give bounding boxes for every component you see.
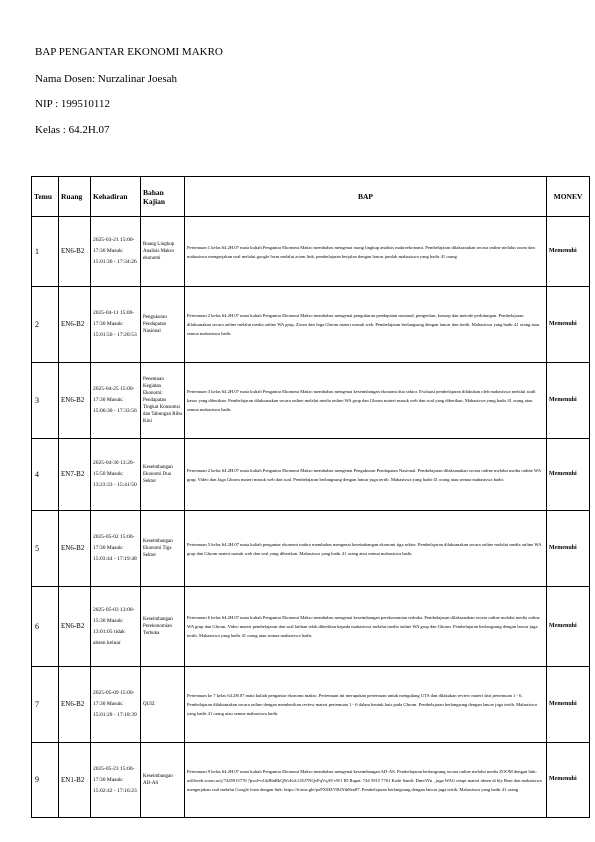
row-number: 9 [32,743,59,818]
attendance-cell: 2025-04-11 15:00-17:30 Masuk: 15:01:50 - 17:20:53 [91,287,141,363]
header-bap: BAP [185,177,547,217]
attendance-cell: 2025-05-23 15:00-17:30 Masuk: 15:02:42 - 17:16:23 [91,743,141,818]
topic-cell: Keseimbangan Perekonomian Terbuka [141,587,185,667]
header-bahan-kajian: Bahan Kajian [141,177,185,217]
row-number: 5 [32,511,59,587]
attendance-cell: 2025-03-21 15:00-17:30 Masuk: 15:01:36 - 17:34:26 [91,217,141,287]
topic-cell: Keseimbangan Ekonomi Tiga Sektor [141,511,185,587]
room-cell: EN6-B2 [59,587,91,667]
monev-cell: Memenuhi [547,667,590,743]
monev-cell: Memenuhi [547,743,590,818]
table-header-row [32,177,590,217]
bap-cell: Pertemuan 5 kelas 64.2H.07 mata kuliah pengantar ekonomi makro membahas mengenai keseimbangan ekonomi tiga sektor. Pembelajaran dilaksanakan secara online melalui media online WA grup dan Ghrom materi masuk web dan soal yang diberikan. Mahasiswa yang hadir 41 orang atau semua mahasiswa hadir. [185,511,547,587]
attendance-cell: 2025-05-09 15:00-17:30 Masuk: 15:01:28 - 17:18:39 [91,667,141,743]
header-kehadiran: Kehadiran [91,177,141,217]
attendance-cell: 2025-04-30 13:20-15:50 Masuk: 13:23:33 - 15:41:50 [91,439,141,511]
table-row [32,511,590,587]
row-number: 1 [32,217,59,287]
table-row [32,287,590,363]
bap-table [31,176,590,818]
row-number: 3 [32,363,59,439]
row-number: 2 [32,287,59,363]
topic-cell: Penentuan Kegiatan Ekonomi: Pendapatan Tingkat Konsumsi dan Tabungan Ribu Kini [141,363,185,439]
topic-cell: Keseimbangan Ekonomi Dua Sektor [141,439,185,511]
monev-cell: Memenuhi [547,363,590,439]
monev-cell: Memenuhi [547,287,590,363]
lecturer-nip: NIP : 199510112 [35,98,110,110]
monev-cell: Memenuhi [547,439,590,511]
attendance-cell: 2025-04-25 15:00-17:30 Masuk: 15:06:30 - 17:33:56 [91,363,141,439]
document-title: BAP PENGANTAR EKONOMI MAKRO [35,46,223,58]
room-cell: EN1-B2 [59,743,91,818]
header-ruang: Ruang [59,177,91,217]
room-cell: EN6-B2 [59,667,91,743]
table-row [32,217,590,287]
header-monev: MONEV [547,177,590,217]
monev-cell: Memenuhi [547,587,590,667]
table-row [32,439,590,511]
room-cell: EN6-B2 [59,217,91,287]
attendance-cell: 2025-05-02 15:00-17:30 Masuk: 15:03:44 - 17:19:48 [91,511,141,587]
topic-cell: QUIZ [141,667,185,743]
bap-cell: Pertemuan 6 kelas 64.2H.07 mata kuliah Pengantar Ekonomi Makro membahas mengenai keseimbangan perekonomian terbuka. Pembelajaran dilaksanakan secara online melalui media online WA grup dan Ghrom. Video materi pembelajaran dan soal latihan telah diberikan kepada mahasiswa melalui media online WA grup dan Ghrom. Pembelajaran berlangsung dengan lancar juga tertib. Mahasiswa yang hadir 41 orang atau semua mahasiswa hadir. [185,587,547,667]
bap-cell: Pertemuan 2 kelas 64.2H.07 mata kuliah Pengantar Ekonomi Makro membahas mengenai pengukuran pendapatan nasional, pengertian, konsep dan metode perhitungan. Pembelajaran dilaksanakan secara online melalui media online WA grup, Zoom dan Jaga Ghrom materi masuk web. Pembelajaran berlangsung dengan lancar dan tertib. Mahasiswa yang hadir 41 orang atau semua mahasiswa hadir. [185,287,547,363]
monev-cell: Memenuhi [547,217,590,287]
bap-cell: Pertemuan 3 kelas 64.2H.07 mata kuliah Pengantar Ekonomi Makro membahas mengenai keseimbangan ekonomi dua sektor. Evaluasi pembelajaran dilakukan oleh mahasiswa melalui studi kasus yang diberikan. Pembelajaran dilaksanakan secara online melalui media online WA grup dan Ghrom materi masuk web dan soal yang diberikan. Mahasiswa yang hadir 41 orang atau semua mahasiswa hadir. [185,363,547,439]
monev-cell: Memenuhi [547,511,590,587]
bap-cell: Pertemuan 2 kelas 64.2H.07 mata kuliah Pengantar Ekonomi Makro membahas mengenai Pengukuran Pendapatan Nasional. Pembelajaran dilaksanakan secara online melalui media online WA grup, Video dan Jaga Ghrom materi masuk web dan soal. Pembelajaran berlangsung dengan lancar juga tertib. Mahasiswa yang hadir 41 orang atau semua mahasiswa hadir. [185,439,547,511]
bap-cell: Pertemuan 9 kelas 64.2H.07 mata kuliah Pengantar Ekonomi Makro membahas mengenai keseimbangan AD-AS. Pembelajaran berlangsung secara online melalui media ZOOM dengan link: us04web.zoom.us/j/7445915776 ?pwd=oGkBlnRkQWcKsLGEJ7NQvPqVqAVvW1 ID Rapat: 744 5915 7761 Kode Sandi: Dme3Yn , juga WAG tetapi materi absen di bly Bent dan mahasiswa mengerjakan soal melalui Google form dengan link: https://forms.gle/poPXMZVB4Yih8eu87. Pembelajaran berlangsung dengan lancar juga tertib. Mahasiswa yang hadir 41 orang [185,743,547,818]
row-number: 6 [32,587,59,667]
attendance-cell: 2025-05-03 13:00-15:30 Masuk: 13:01:05 tidak absen keluar [91,587,141,667]
bap-cell: Pertemuan ke 7 kelas 64.2H.07 mata kuliah pengantar ekonomi makro. Pertemuan ini merupakan pertemuan untuk mengulang UTS dan dilakukan review materi dari pertemuan 1 - 6. Pembelajaran dilaksanakan secara online dengan memberikan review materi pertemuan 1 - 6 dalam bentuk kuis pada Ghrom. Pembelajaran berlangsung dengan lancar juga tertib. Mahasiswa yang hadir 41 orang atau semua mahasiswa hadir. [185,667,547,743]
room-cell: EN7-B2 [59,439,91,511]
table-row [32,587,590,667]
topic-cell: Ruang Lingkup Analisis Makro ekonomi [141,217,185,287]
room-cell: EN6-B2 [59,511,91,587]
table-row [32,667,590,743]
room-cell: EN6-B2 [59,287,91,363]
lecturer-name: Nama Dosen: Nurzalinar Joesah [35,73,178,85]
class-code: Kelas : 64.2H.07 [35,124,110,136]
table-row [32,363,590,439]
row-number: 4 [32,439,59,511]
header-temu: Temu [32,177,59,217]
topic-cell: Keseimbangan AD-AS [141,743,185,818]
topic-cell: Pengukuran Pendapatan Nasional [141,287,185,363]
table-row [32,743,590,818]
room-cell: EN6-B2 [59,363,91,439]
bap-cell: Pertemuan 1 kelas 64.2H.07 mata kuliah Pengantar Ekonomi Makro membahas mengenai ruang lingkup analisis makroekonomi. Pembelajaran dilaksanakan secara online melalui zoom dan mahasiswa mengerjakan soal melalui google form melalui zoom link, pembelajaran berjalan dengan lancar jumlah mahasiswa yang hadir 41 orang [185,217,547,287]
row-number: 7 [32,667,59,743]
